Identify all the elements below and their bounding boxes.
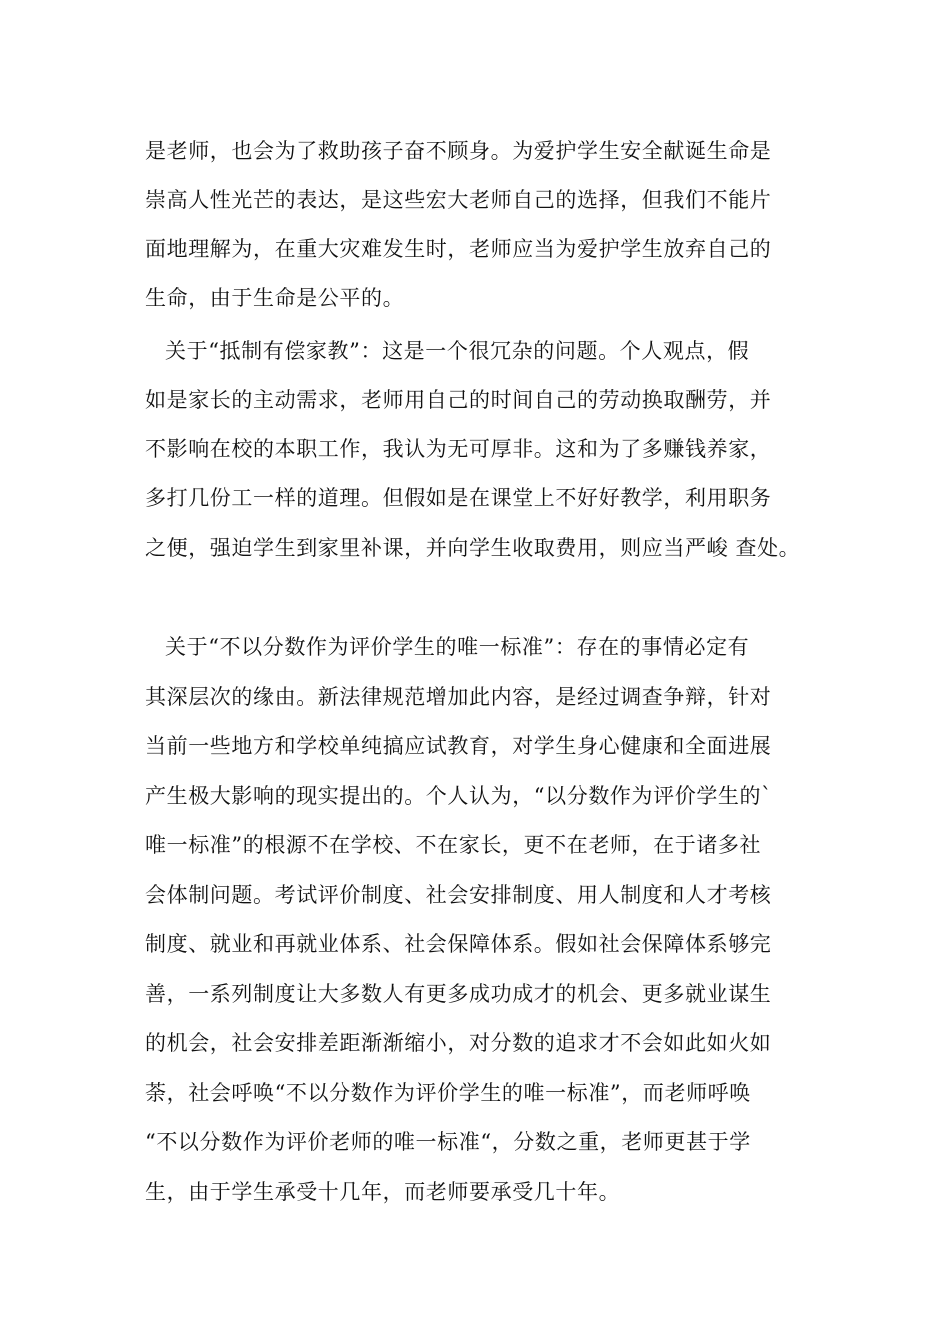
text-line: 的机会，社会安排差距渐渐缩小，对分数的追求才不会如此如火如 [145, 1031, 772, 1055]
text-line: 多打几份工一样的道理。但假如是在课堂上不好好教学，利用职务 [145, 486, 772, 510]
text-line: 是老师，也会为了救助孩子奋不顾身。为爱护学生安全献诞生命是 [145, 139, 772, 163]
text-line: 崇高人性光芒的表达，是这些宏大老师自己的选择，但我们不能片 [145, 188, 772, 212]
text-line: 善，一系列制度让大多数人有更多成功成才的机会、更多就业谋生 [145, 982, 772, 1006]
text-line: 当前一些地方和学校单纯搞应试教育，对学生身心健康和全面进展 [145, 734, 772, 758]
text-line: 关于“不以分数作为评价学生的唯一标准”：存在的事情必定有 [165, 635, 750, 659]
text-line: 之便，强迫学生到家里补课，并向学生收取费用，则应当严峻 查处。 [145, 536, 801, 560]
text-line: 关于“抵制有偿家教”：这是一个很冗杂的问题。个人观点，假 [165, 339, 750, 363]
text-line: 生命，由于生命是公平的。 [145, 286, 405, 310]
text-line: 如是家长的主动需求，老师用自己的时间自己的劳动换取酬劳，并 [145, 388, 772, 412]
text-line: 面地理解为，在重大灾难发生时，老师应当为爱护学生放弃自己的 [145, 237, 772, 261]
text-line: 产生极大影响的现实提出的。个人认为，“以分数作为评价学生的` [145, 784, 773, 808]
text-line: 生，由于学生承受十几年，而老师要承受几十年。 [145, 1180, 621, 1204]
text-line: 其深层次的缘由。新法律规范增加此内容，是经过调查争辩，针对 [145, 685, 772, 709]
text-line: 唯一标准”的根源不在学校、不在家长，更不在老师，在于诸多社 [145, 833, 762, 857]
text-line: 制度、就业和再就业体系、社会保障体系。假如社会保障体系够完 [145, 932, 772, 956]
text-line: “不以分数作为评价老师的唯一标准“，分数之重，老师更甚于学 [145, 1130, 751, 1154]
text-line: 会体制问题。考试评价制度、社会安排制度、用人制度和人才考核 [145, 883, 772, 907]
text-line: 不影响在校的本职工作，我认为无可厚非。这和为了多赚钱养家， [145, 437, 772, 461]
text-line: 荼，社会呼唤“不以分数作为评价学生的唯一标准”，而老师呼唤 [145, 1081, 751, 1105]
